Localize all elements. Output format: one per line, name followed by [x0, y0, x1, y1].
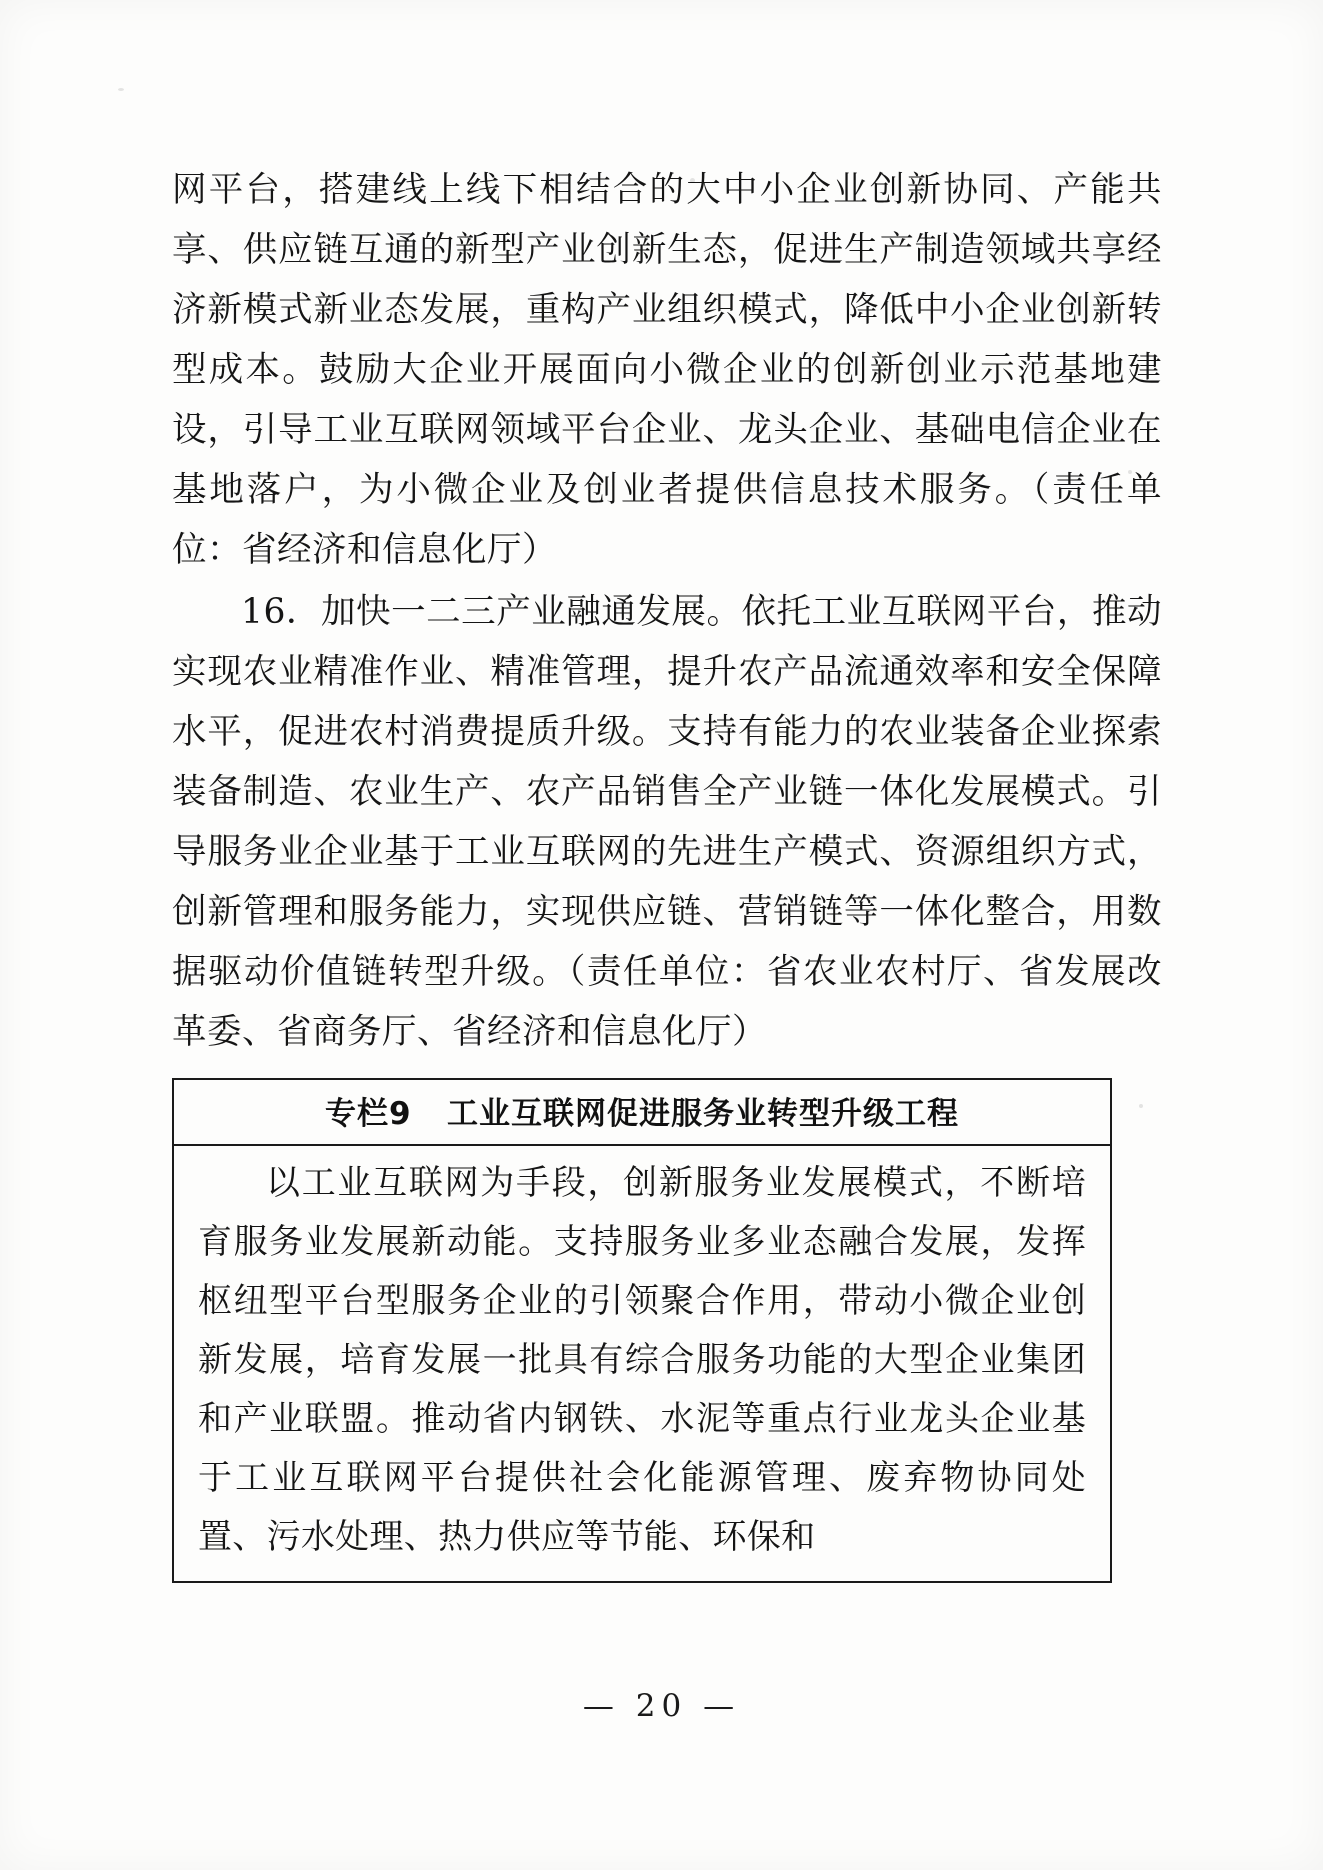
paragraph-continued: 网平台，搭建线上线下相结合的大中小企业创新协同、产能共享、供应链互通的新型产业创新生态，促进生产制造领域共享经济新模式新业态发展，重构产业组织模式，降低中小企业创新转型成本。鼓励大企业开展面向小微企业的创新创业示范基地建设，引导工业互联网领域平台企业、龙头企业、基础电信企业在基地落户，为小微企业及创业者提供信息技术服务。（责任单位：省经济和信息化厅） — [172, 170, 1162, 570]
page-content — [172, 160, 1162, 1583]
callout-box-paragraph: 以工业互联网为手段，创新服务业发展模式，不断培育服务业发展新动能。支持服务业多业态融合发展，发挥枢纽型平台型服务企业的引领聚合作用，带动小微企业创新发展，培育发展一批具有综合服务功能的大型企业集团和产业联盟。推动省内钢铁、水泥等重点行业龙头企业基于工业互联网平台提供社会化能源管理、废弃物协同处置、污水处理、热力供应等节能、环保和 — [198, 1163, 1086, 1557]
callout-box-column-9 — [172, 1078, 1112, 1583]
page-footer — [0, 1688, 1323, 1724]
page-number: — 20 — — [582, 1688, 741, 1724]
callout-box-title: 专栏9 工业互联网促进服务业转型升级工程 — [325, 1096, 959, 1132]
scan-speck — [118, 88, 124, 91]
paragraph-item-16: 16．加快一二三产业融通发展。依托工业互联网平台，推动实现农业精准作业、精准管理，提升农产品流通效率和安全保障水平，促进农村消费提质升级。支持有能力的农业装备企业探索装备制造、农业生产、农产品销售全产业链一体化发展模式。引导服务业企业基于工业互联网的先进生产模式、资源组织方式，创新管理和服务能力，实现供应链、营销链等一体化整合，用数据驱动价值链转型升级。（责任单位：省农业农村厅、省发展改革委、省商务厅、省经济和信息化厅） — [172, 592, 1162, 1052]
callout-box-divider — [174, 1144, 1110, 1146]
